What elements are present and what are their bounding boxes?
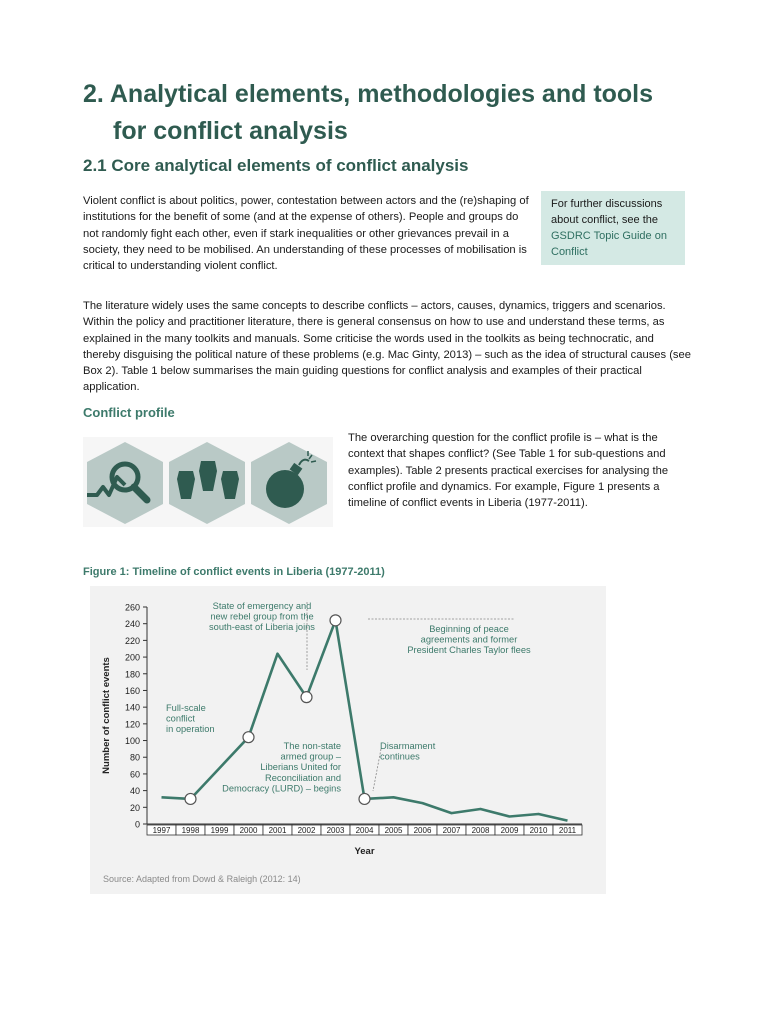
page-heading-line1: 2. Analytical elements, methodologies and tools xyxy=(83,80,654,108)
y-tick-label: 260 xyxy=(124,602,140,613)
figure-title: Figure 1: Timeline of conflict events in Liberia (1977-2011) xyxy=(83,566,385,578)
x-axis-title: Year xyxy=(354,846,375,857)
further-reading-text: For further discussions about conflict, see the xyxy=(551,198,663,226)
y-tick-label: 220 xyxy=(124,635,140,646)
x-tick-label: 2005 xyxy=(384,826,403,835)
page-heading-line2: for conflict analysis xyxy=(113,117,348,145)
y-tick-label: 20 xyxy=(129,802,140,813)
y-tick-label: 240 xyxy=(124,619,140,630)
annotation-text: Full-scale xyxy=(166,703,206,713)
x-tick-label: 2011 xyxy=(558,826,577,835)
data-point-marker xyxy=(243,732,254,743)
y-tick-label: 100 xyxy=(124,736,140,747)
section-subheading: 2.1 Core analytical elements of conflict analysis xyxy=(83,156,469,175)
further-reading-box xyxy=(541,191,685,265)
y-tick-label: 120 xyxy=(124,719,140,730)
y-tick-label: 60 xyxy=(129,769,140,780)
liberia-timeline-chart xyxy=(90,586,606,894)
chart-svg xyxy=(90,586,606,894)
annotation-text: State of emergency and xyxy=(212,601,312,611)
x-tick-label: 2001 xyxy=(268,826,287,835)
conflict-profile-paragraph: The overarching question for the conflict profile is – what is the context that shapes conflict? (See Table 1 for sub-questions and examples). Table 2 presents practical exercises for analysing the conflict profile and dynamics. For example, Figure 1 presents a timeline of conflict events in Liberia (1977-2011). xyxy=(348,432,669,510)
x-tick-label: 1999 xyxy=(210,826,229,835)
y-tick-label: 80 xyxy=(129,752,140,763)
annotation-text: Liberians United for xyxy=(260,762,341,773)
y-tick-label: 0 xyxy=(134,819,140,830)
data-point-marker xyxy=(359,793,370,804)
x-tick-label: 1997 xyxy=(152,826,171,835)
magnifier-chart-icon xyxy=(87,442,163,524)
bomb-icon xyxy=(251,442,327,524)
annotation-text: armed group – xyxy=(280,751,341,762)
annotation-text: Disarmament xyxy=(380,741,436,751)
annotation-text: Reconciliation and xyxy=(265,772,341,783)
y-axis-title: Number of conflict events xyxy=(101,657,112,774)
x-tick-label: 1998 xyxy=(181,826,200,835)
x-tick-label: 2004 xyxy=(355,826,374,835)
annotation-text: conflict xyxy=(166,713,195,724)
annotation-text: Beginning of peace xyxy=(429,624,509,634)
annotation-text: The non-state xyxy=(283,741,341,751)
x-tick-label: 2008 xyxy=(471,826,490,835)
coffins-icon xyxy=(169,442,245,524)
page-heading xyxy=(83,76,653,150)
annotation-text: continues xyxy=(380,751,420,762)
data-point-marker xyxy=(301,692,312,703)
x-tick-label: 2003 xyxy=(326,826,345,835)
annotation-text: south-east of Liberia joins xyxy=(209,622,315,633)
conflict-profile-icons xyxy=(83,437,333,527)
annotation-text: agreements and former xyxy=(420,634,518,645)
y-tick-label: 180 xyxy=(124,669,140,680)
x-tick-label: 2006 xyxy=(413,826,432,835)
chart-source: Source: Adapted from Dowd & Raleigh (2012: 14) xyxy=(103,874,301,884)
data-point-marker xyxy=(330,615,341,626)
data-point-marker xyxy=(185,793,196,804)
gsdrc-topic-guide-link[interactable]: GSDRC Topic Guide on Conflict xyxy=(551,230,667,258)
x-tick-label: 2000 xyxy=(239,826,258,835)
annotation-text: Democracy (LURD) – begins xyxy=(222,783,341,794)
y-tick-label: 200 xyxy=(124,652,140,663)
y-tick-label: 140 xyxy=(124,702,140,713)
x-tick-label: 2002 xyxy=(297,826,316,835)
conflict-profile-title: Conflict profile xyxy=(83,405,175,420)
annotation-text: new rebel group from the xyxy=(210,611,314,622)
x-tick-label: 2009 xyxy=(500,826,519,835)
intro-paragraph: Violent conflict is about politics, power, contestation between actors and the (re)shaping of institutions for the benefit of some (and at the expense of others). People and groups do not randomly fight each other, even if stark inequalities or other grievances prevail in a society, they need to be mobilised. An understanding of these processes of mobilisation is critical to understanding violent conflict. xyxy=(83,195,529,273)
x-tick-label: 2007 xyxy=(442,826,461,835)
literature-paragraph: The literature widely uses the same concepts to describe conflicts – actors, causes, dynamics, triggers and scenarios. Within the policy and practitioner literature, there is general consensus on how to use and understand these terms, as explained in the many toolkits and manuals. Some criticise the words used in the toolkits as being technocratic, and thereby disguising the political nature of these problems (e.g. Mac Ginty, 2013) – such as the idea of structural causes (see Box 2). Table 1 below summarises the main guiding questions for conflict analysis and examples of their practical application. xyxy=(83,300,691,394)
y-tick-label: 40 xyxy=(129,786,140,797)
y-tick-label: 160 xyxy=(124,685,140,696)
annotation-text: in operation xyxy=(166,724,215,735)
x-tick-label: 2010 xyxy=(529,826,548,835)
annotation-text: President Charles Taylor flees xyxy=(407,645,531,656)
